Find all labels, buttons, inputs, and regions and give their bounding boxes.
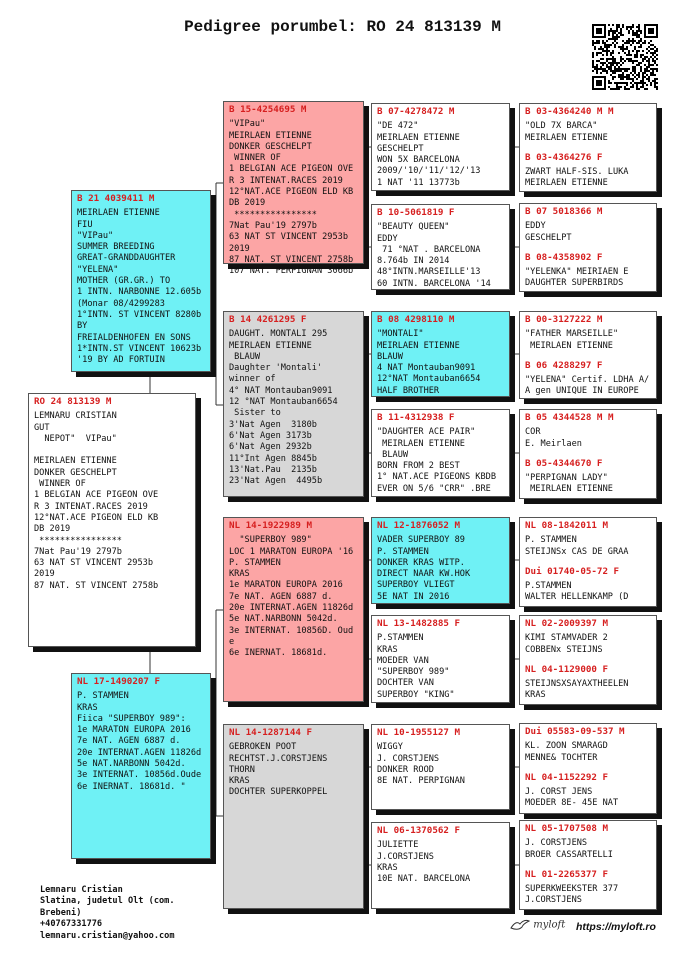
ring-number: Dui 05583-09-537 M <box>525 726 625 737</box>
card-line: WON 5X BARCELONA <box>377 155 460 166</box>
card-line: "YELENKA" MEIRIAEN E <box>525 267 629 278</box>
card-line: 4 NAT Montauban9091 <box>377 363 476 374</box>
card-line: KRAS <box>77 702 98 713</box>
card-text <box>525 787 651 810</box>
card-line: 87 NAT. ST VINCENT 2758b <box>229 254 354 265</box>
card-line: R 3 INTENAT.RACES 2019 <box>229 175 343 186</box>
grandparent-card <box>223 724 364 909</box>
card-line: 6e INERNAT. 18681d. <box>229 648 328 659</box>
card-line: "MONTALI" <box>377 329 424 340</box>
card-line: MEIRLAEN ETIENNE <box>377 132 460 143</box>
ring-number: B 05-4344670 F <box>525 457 603 469</box>
card-text <box>525 473 651 496</box>
card-line: DOCHTER VAN <box>377 678 434 689</box>
great-grandparent-card <box>371 409 510 497</box>
card-line: KRAS <box>229 776 250 787</box>
great-great-grandparent-card <box>519 103 657 192</box>
card-text <box>377 742 504 787</box>
breeder-address: Brebeni) <box>40 907 82 918</box>
ring-number: RO 24 813139 M <box>34 396 112 407</box>
card-text <box>34 411 190 592</box>
card-line: COBBENx STEIJNS <box>525 644 603 655</box>
great-great-grandparent-card <box>519 203 657 292</box>
ring-number: NL 05-1707508 M <box>525 823 608 834</box>
card-line: MEIRLAEN ETIENNE <box>229 130 312 141</box>
card-line: WINNER OF <box>34 479 86 490</box>
grandparent-card <box>223 517 364 702</box>
card-line: MEIRLAEN ETIENNE <box>229 340 312 351</box>
card-line: 12 °NAT Montauban6654 <box>229 397 338 408</box>
card-line: 20e INTERNAT.AGEN 11826d <box>229 603 354 614</box>
card-line: 6'Nat Agen 2932b <box>229 442 312 453</box>
ring-number: Dui 01740-05-72 F <box>525 565 620 577</box>
ring-number: B 14 4261295 F <box>229 314 307 325</box>
breeder-name: Lemnaru Cristian <box>40 885 123 895</box>
card-line: BROER CASSARTELLI <box>525 849 613 860</box>
card-line: MEIRLAEN ETIENNE <box>77 208 160 219</box>
card-line: J. CORST JENS <box>525 787 593 798</box>
card-line: 2019 <box>229 243 250 254</box>
card-line: DB 2019 <box>229 198 266 209</box>
breeder-phone: +40767331776 <box>40 919 103 930</box>
card-line: GUT <box>34 422 50 433</box>
card-line: EDDY <box>525 221 546 232</box>
card-line: '19 BY AD FORTUIN <box>77 355 165 366</box>
card-line: **************** <box>34 535 122 546</box>
card-text <box>525 679 651 702</box>
card-text <box>525 267 651 290</box>
ring-number: NL 08-1842011 M <box>525 520 608 531</box>
card-line: WIGGY <box>377 742 403 753</box>
card-line: 6'Nat Agen 3173b <box>229 430 312 441</box>
card-text <box>525 535 651 558</box>
great-grandparent-card <box>371 311 510 397</box>
card-line: "FATHER MARSEILLE" <box>525 329 619 340</box>
breeder-address: Slatina, judetul Olt (com. <box>40 896 175 907</box>
card-line: 5e NAT.NARBONN 5042d. <box>77 759 186 770</box>
card-line: 8E NAT. PERPIGNAN <box>377 776 465 787</box>
card-line: P. STAMMEN <box>77 691 129 702</box>
card-text <box>525 884 651 907</box>
card-line: 13'Nat.Pau 2135b <box>229 464 317 475</box>
grandparent-card <box>223 311 364 497</box>
card-line: MEIRLAEN ETIENNE <box>34 456 117 467</box>
card-line: WINNER OF <box>229 153 281 164</box>
card-line: LEMNARU CRISTIAN <box>34 411 117 422</box>
card-line: 2009/'10/'11/'12/'13 <box>377 166 481 177</box>
great-grandparent-card <box>371 103 510 191</box>
card-line: P.STAMMEN <box>525 581 572 592</box>
card-line: 12°NAT.ACE PIGEON ELD KB <box>229 187 354 198</box>
card-line: DONKER GESCHELPT <box>229 141 312 152</box>
card-line: **************** <box>229 209 317 220</box>
card-line: COR <box>525 427 541 438</box>
card-text <box>229 742 358 798</box>
card-line: 1°INTN. ST VINCENT 8280b <box>77 309 202 320</box>
card-line: STEIJNSXSAYAXTHEELEN <box>525 679 629 690</box>
ring-number: B 11-4312938 F <box>377 412 455 423</box>
card-line: Sister to <box>229 408 281 419</box>
card-line: MEIRLAEN ETIENNE <box>525 132 608 143</box>
card-text <box>525 167 651 190</box>
great-grandparent-card <box>371 517 510 604</box>
card-line: "SUPERBOY 989" <box>377 667 450 678</box>
card-line: 12°NAT Montauban6654 <box>377 374 481 385</box>
ring-number: NL 02-2009397 M <box>525 618 608 629</box>
card-line: Fiica "SUPERBOY 989": <box>77 713 186 724</box>
ring-number: B 08 4298110 M <box>377 314 455 325</box>
card-line: 4° NAT Montauban9091 <box>229 385 333 396</box>
card-line: 7e NAT. AGEN 6887 d. <box>77 736 181 747</box>
card-line: GESCHELPT <box>525 232 572 243</box>
card-line: 1 BELGIAN ACE PIGEON OVE <box>229 164 354 175</box>
card-line: MEIRLAEN ETIENNE <box>525 484 613 495</box>
card-line: 3'Nat Agen 3180b <box>229 419 317 430</box>
card-text <box>377 840 504 885</box>
card-text <box>377 222 504 290</box>
card-line: VADER SUPERBOY 89 <box>377 535 465 546</box>
card-line: BORN FROM 2 BEST <box>377 461 460 472</box>
card-line: KL. ZOON SMARAGD <box>525 741 608 752</box>
ring-number: B 08-4358902 F <box>525 251 603 263</box>
bird-icon <box>510 918 530 932</box>
card-line: (Monar 08/4299283 <box>77 298 165 309</box>
ring-number: B 10-5061819 F <box>377 207 455 218</box>
card-line: DONKER ROOD <box>377 764 434 775</box>
sire-card <box>71 190 211 372</box>
card-text <box>377 329 504 397</box>
card-line: Daughter 'Montali' <box>229 363 323 374</box>
card-line: 5e NAT.NARBONN 5042d. <box>229 614 338 625</box>
great-grandparent-card <box>371 204 510 290</box>
card-line: SUMMER BREEDING <box>77 242 155 253</box>
card-line: DAUGHT. MONTALI 295 <box>229 329 328 340</box>
card-line: BLAUW <box>377 449 409 460</box>
ring-number: NL 06-1370562 F <box>377 825 460 836</box>
subject-card <box>28 393 196 647</box>
card-line: winner of <box>229 374 276 385</box>
card-line: HALF BROTHER <box>377 385 440 396</box>
great-great-grandparent-card <box>519 409 657 499</box>
card-text <box>377 535 504 603</box>
ring-number: NL 01-2265377 F <box>525 868 608 880</box>
great-great-grandparent-card <box>519 517 657 607</box>
ring-number: B 21 4039411 M <box>77 193 155 204</box>
card-line: 6e INERNAT. 18681d. " <box>77 781 186 792</box>
ring-number: NL 04-1152292 F <box>525 771 608 783</box>
card-line: MOEDER VAN <box>377 655 429 666</box>
card-line: MEIRLAEN ETIENNE <box>377 340 460 351</box>
card-text <box>377 427 504 495</box>
card-line: 71 °NAT . BARCELONA <box>377 244 481 255</box>
breeder-email[interactable]: lemnaru.cristian@yahoo.com <box>40 930 175 941</box>
card-line: "OLD 7X BARCA" <box>525 121 598 132</box>
card-text <box>377 121 504 189</box>
card-line: 7Nat Pau'19 2797b <box>229 220 317 231</box>
logo-text: myloft <box>533 919 566 931</box>
ring-number: B 03-4364240 M M <box>525 106 614 117</box>
card-line: KIMI STAMVADER 2 <box>525 633 608 644</box>
card-line: MEIRLAEN ETIENNE <box>525 178 608 189</box>
card-line: "DE 472" <box>377 121 419 132</box>
card-line: DAUGHTER SUPERBIRDS <box>525 278 624 289</box>
card-line: ZWART HALF-SIS. LUKA <box>525 167 629 178</box>
card-line: 3e INTERNAT. 10856D. Oud <box>229 625 354 636</box>
card-line: DIRECT NAAR KW.HOK <box>377 569 471 580</box>
card-line: "BEAUTY QUEEN" <box>377 222 450 233</box>
card-line: 2019 <box>34 569 55 580</box>
card-line: BY <box>77 321 88 332</box>
card-line: J.CORSTJENS <box>377 851 434 862</box>
card-line: GESCHELPT <box>377 143 424 154</box>
great-great-grandparent-card <box>519 311 657 399</box>
card-line: FREIALDENHOFEN EN SONS <box>77 332 191 343</box>
card-line: e <box>229 636 235 647</box>
card-line: 1e MARATON EUROPA 2016 <box>229 580 343 591</box>
card-line: 7e NAT. AGEN 6887 d. <box>229 591 333 602</box>
card-line: "VIPau" <box>77 230 114 241</box>
card-line: 1*INTN.ST VINCENT 10623b <box>77 343 202 354</box>
card-line: MEIRLAEN ETIENNE <box>377 438 465 449</box>
card-line: MOEDER 8E- 45E NAT <box>525 798 619 809</box>
ring-number: NL 14-1922989 M <box>229 520 312 531</box>
card-text <box>229 119 358 277</box>
ring-number: B 00-3127222 M <box>525 314 603 325</box>
card-line: 1° NAT.ACE PIGEONS KBDB <box>377 472 496 483</box>
ring-number: NL 04-1129000 F <box>525 663 608 675</box>
card-text <box>525 329 651 352</box>
ring-number: NL 13-1482885 F <box>377 618 460 629</box>
card-line: FIU <box>77 219 93 230</box>
card-line: 63 NAT ST VINCENT 2953b <box>34 558 153 569</box>
card-line: SUPERKWEEKSTER 377 <box>525 884 619 895</box>
card-line: KRAS <box>525 690 546 701</box>
great-grandparent-card <box>371 822 510 909</box>
website-link[interactable]: https://myloft.ro <box>576 921 656 933</box>
card-line: KRAS <box>377 644 398 655</box>
ring-number: B 03-4364276 F <box>525 151 603 163</box>
card-text <box>525 633 651 656</box>
card-line: 12°NAT.ACE PIGEON ELD KB <box>34 512 159 523</box>
card-line: 20e INTERNAT.AGEN 11826d <box>77 747 202 758</box>
great-grandparent-card <box>371 724 510 810</box>
card-line: KRAS <box>377 862 398 873</box>
card-line: J. CORSTJENS <box>377 753 440 764</box>
card-line: MEIRLAEN ETIENNE <box>525 340 613 351</box>
ring-number: NL 10-1955127 M <box>377 727 460 738</box>
card-line: MENNE& TOCHTER <box>525 752 598 763</box>
card-line: 107°NAT. PERPIGNAN 3066b <box>229 266 354 277</box>
card-line: "PERPIGNAN LADY" <box>525 473 608 484</box>
card-line: 3e INTERNAT. 10856d.Oude <box>77 770 202 781</box>
card-line: LOC 1 MARATON EUROPA '16 <box>229 546 354 557</box>
card-text <box>525 221 651 244</box>
card-line: WALTER HELLENKAMP (D <box>525 592 629 603</box>
card-line: 10E NAT. BARCELONA <box>377 874 471 885</box>
card-text <box>525 121 651 144</box>
card-line: RECHTST.J.CORSTJENS <box>229 753 328 764</box>
card-line: 1 NAT '11 13773b <box>377 177 460 188</box>
card-line: 1 BELGIAN ACE PIGEON OVE <box>34 490 159 501</box>
card-line: 23'Nat Agen 4495b <box>229 476 323 487</box>
card-line: 48°INTN.MARSEILLE'13 <box>377 267 481 278</box>
card-line: "SUPERBOY 989" <box>229 535 312 546</box>
ring-number: NL 17-1490207 F <box>77 676 160 687</box>
card-line: DONKER GESCHELPT <box>34 467 117 478</box>
card-line: BLAUW <box>377 351 403 362</box>
card-line: 63 NAT ST VINCENT 2953b <box>229 232 348 243</box>
card-text <box>525 427 651 450</box>
card-line: SUPERBOY VLIEGT <box>377 580 455 591</box>
ring-number: B 05 4344528 M M <box>525 412 614 423</box>
card-line: 8.764b IN 2014 <box>377 256 450 267</box>
ring-number: B 07-4278472 M <box>377 106 455 117</box>
dam-card <box>71 673 211 859</box>
card-line: BLAUW <box>229 351 261 362</box>
great-great-grandparent-card <box>519 723 657 814</box>
card-line: J.CORSTJENS <box>525 895 582 906</box>
card-line: P.STAMMEN <box>377 633 424 644</box>
card-text <box>525 741 651 764</box>
page-title: Pedigree porumbel: RO 24 813139 M <box>184 18 501 36</box>
card-line: THORN <box>229 764 255 775</box>
card-line: 1 INTN. NARBONNE 12.605b <box>77 287 202 298</box>
card-line: "DAUGHTER ACE PAIR" <box>377 427 476 438</box>
card-line: 11°Int Agen 8845b <box>229 453 317 464</box>
card-line: 87 NAT. ST VINCENT 2758b <box>34 580 159 591</box>
card-line: "YELENA" Certif. LDHA A/ <box>525 375 650 386</box>
ring-number: B 06 4288297 F <box>525 359 603 371</box>
card-line: P. STAMMEN <box>525 535 577 546</box>
card-line: J. CORSTJENS <box>525 838 588 849</box>
card-line: 60 INTN. BARCELONA '14 <box>377 278 491 289</box>
great-great-grandparent-card <box>519 615 657 705</box>
card-line: STEIJNSx CAS DE GRAA <box>525 546 629 557</box>
card-line <box>34 445 190 456</box>
card-line: P. STAMMEN <box>377 546 429 557</box>
ring-number: NL 12-1876052 M <box>377 520 460 531</box>
grandparent-card <box>223 101 364 277</box>
card-line: "YELENA" <box>77 264 119 275</box>
card-text <box>525 581 651 604</box>
card-line: JULIETTE <box>377 840 419 851</box>
card-line: EVER ON 5/6 "CRR" .BRE <box>377 483 491 494</box>
card-line: NEPOT" VIPau" <box>34 433 117 444</box>
card-line: KRAS <box>229 569 250 580</box>
breeder-contact <box>40 885 175 942</box>
card-text <box>77 691 205 793</box>
myloft-logo <box>510 918 565 932</box>
card-line: 5E NAT IN 2016 <box>377 591 450 602</box>
card-line: 7Nat Pau'19 2797b <box>34 546 122 557</box>
card-line: E. Meirlaen <box>525 438 582 449</box>
card-text <box>77 208 205 366</box>
card-line: MOTHER (GR.GR.) TO <box>77 276 171 287</box>
card-text <box>229 535 358 659</box>
card-line: "VIPau" <box>229 119 266 130</box>
card-line: DONKER KRAS WITP. <box>377 557 465 568</box>
card-line: DOCHTER SUPERKOPPEL <box>229 787 328 798</box>
card-line: SUPERBOY "KING" <box>377 689 455 700</box>
ring-number: B 07 5018366 M <box>525 206 603 217</box>
ring-number: B 15-4254695 M <box>229 104 307 115</box>
ring-number: NL 14-1287144 F <box>229 727 312 738</box>
great-grandparent-card <box>371 615 510 703</box>
card-line: DB 2019 <box>34 524 71 535</box>
card-line: 1e MARATON EUROPA 2016 <box>77 725 191 736</box>
card-text <box>525 375 651 398</box>
card-line: EDDY <box>377 233 398 244</box>
card-line: A gen UNIQUE IN EUROPE <box>525 386 639 397</box>
card-text <box>229 329 358 487</box>
card-text <box>377 633 504 701</box>
card-line: GREAT-GRANDDAUGHTER <box>77 253 176 264</box>
great-great-grandparent-card <box>519 820 657 910</box>
card-line: GEBROKEN POOT <box>229 742 297 753</box>
card-text <box>525 838 651 861</box>
card-line: R 3 INTENAT.RACES 2019 <box>34 501 148 512</box>
card-line: P. STAMMEN <box>229 557 281 568</box>
